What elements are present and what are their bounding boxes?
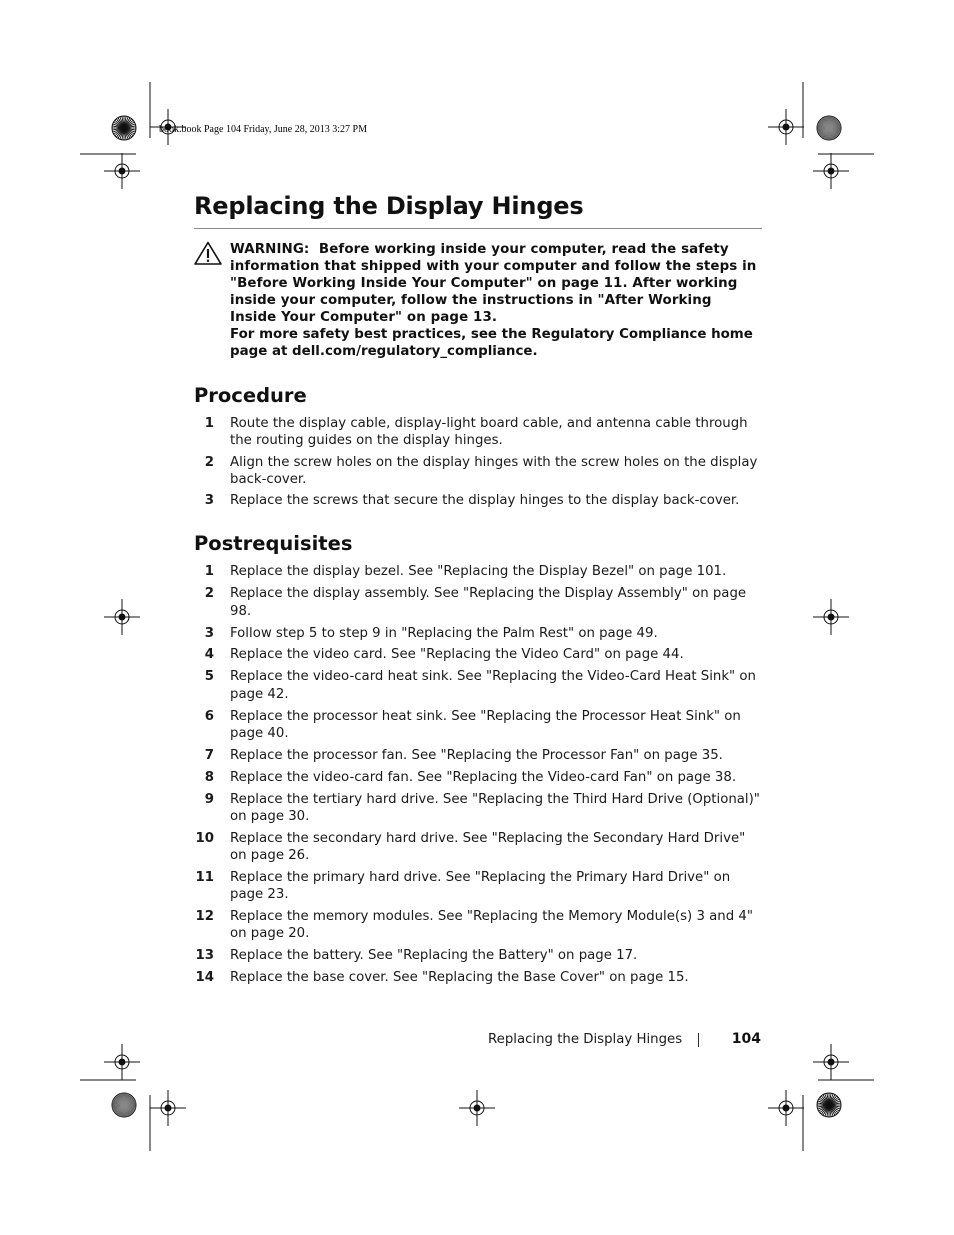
registration-dot <box>119 168 126 175</box>
step-text: Replace the processor fan. See "Replacing the Processor Fan" on page 35. <box>230 747 723 763</box>
step-number: 11 <box>195 869 214 885</box>
postreq-step <box>194 769 762 786</box>
step-number: 13 <box>195 948 214 964</box>
registration-dot <box>474 1105 481 1112</box>
step-text: Replace the processor heat sink. See "Replacing the Processor Heat Sink" on page 40. <box>230 708 741 741</box>
postreq-step <box>194 708 762 743</box>
step-text: Replace the battery. See "Replacing the Battery" on page 17. <box>230 948 638 964</box>
step-number: 6 <box>204 708 214 724</box>
page-content <box>194 186 762 991</box>
procedure-step <box>194 454 762 489</box>
registration-dot <box>165 1105 172 1112</box>
procedure-step <box>194 492 762 509</box>
postrequisites-list <box>194 563 762 986</box>
step-number: 9 <box>204 791 214 807</box>
step-number: 7 <box>204 747 214 763</box>
step-text: Replace the base cover. See "Replacing the Base Cover" on page 15. <box>230 970 689 986</box>
warning-block <box>194 241 762 360</box>
step-number: 2 <box>204 586 214 602</box>
postreq-step <box>194 869 762 904</box>
step-number: 5 <box>204 669 214 685</box>
step-number: 3 <box>204 625 214 641</box>
step-text: Replace the primary hard drive. See "Replacing the Primary Hard Drive" on page 23. <box>230 869 731 903</box>
step-text: Replace the display assembly. See "Replacing the Display Assembly" on page 98. <box>230 586 747 619</box>
step-text: Replace the memory modules. See "Replacing the Memory Module(s) 3 and 4" on page 20. <box>230 909 753 942</box>
step-number: 14 <box>195 970 214 986</box>
step-text: Replace the display bezel. See "Replacing the Display Bezel" on page 101. <box>230 564 727 580</box>
procedure-heading: Procedure <box>194 384 307 407</box>
step-number: 1 <box>204 564 214 580</box>
postreq-step <box>194 947 762 964</box>
page-title: Replacing the Display Hinges <box>194 192 584 220</box>
step-text: Route the display cable, display-light board cable, and antenna cable through the routing guides on the display hinges. <box>230 416 748 449</box>
step-text: Replace the video card. See "Replacing the Video Card" on page 44. <box>230 647 684 663</box>
step-number: 4 <box>204 647 214 663</box>
step-number: 10 <box>195 830 214 846</box>
postreq-step <box>194 908 762 943</box>
registration-dot <box>119 614 126 621</box>
registration-dot <box>119 1059 126 1066</box>
postreq-step <box>194 563 762 580</box>
step-number: 1 <box>204 416 214 431</box>
postreq-step <box>194 668 762 703</box>
warning-text: Before working inside your computer, read the safety information that shipped with your computer and follow the steps in "Before Working Inside Your Computer" on page 11. After working inside your computer, follow the instructions in "After Working Inside Your Computer" on page 13. <box>230 242 757 325</box>
warning-paragraph-2: For more safety best practices, see the Regulatory Compliance home page at dell.com/regulatory_compliance. <box>230 327 753 359</box>
postreq-step <box>194 830 762 865</box>
step-text: Align the screw holes on the display hinges with the screw holes on the display back-cover. <box>230 454 758 487</box>
footer-separator <box>698 1033 699 1047</box>
step-text: Replace the video-card fan. See "Replacing the Video-card Fan" on page 38. <box>230 769 737 785</box>
step-text: Replace the screws that secure the display hinges to the display back-cover. <box>230 493 740 509</box>
step-number: 12 <box>195 909 214 925</box>
postreq-step <box>194 791 762 826</box>
warning-paragraph <box>230 241 762 326</box>
page-number: 104 <box>731 1031 761 1047</box>
postreq-step <box>194 969 762 986</box>
registration-dot <box>828 168 835 175</box>
registration-dot <box>783 1105 790 1112</box>
step-text: Replace the secondary hard drive. See "Replacing the Secondary Hard Drive" on page 26. <box>230 830 746 863</box>
registration-dot <box>828 1059 835 1066</box>
procedure-list <box>194 415 762 509</box>
warning-label: WARNING: <box>230 242 310 257</box>
postreq-step <box>194 585 762 620</box>
step-text: Replace the video-card heat sink. See "Replacing the Video-Card Heat Sink" on page 42. <box>230 669 756 702</box>
footer-title: Replacing the Display Hinges <box>488 1032 683 1047</box>
slug-line: book.book Page 104 Friday, June 28, 2013 3:27 PM <box>159 124 367 135</box>
procedure-step <box>194 415 762 450</box>
step-text: Follow step 5 to step 9 in "Replacing the Palm Rest" on page 49. <box>230 625 658 641</box>
step-number: 8 <box>204 769 214 785</box>
step-text: Replace the tertiary hard drive. See "Replacing the Third Hard Drive (Optional)" on page 30. <box>230 791 760 824</box>
registration-dot <box>783 124 790 131</box>
postrequisites-heading: Postrequisites <box>194 532 353 556</box>
page-footer <box>480 1032 761 1052</box>
title-rule <box>194 228 762 229</box>
warning-triangle-icon <box>194 241 222 265</box>
postreq-step <box>194 747 762 764</box>
step-number: 2 <box>204 454 214 470</box>
postreq-step <box>194 646 762 663</box>
registration-dot <box>828 614 835 621</box>
step-number: 3 <box>204 493 214 509</box>
postreq-step <box>194 625 762 642</box>
